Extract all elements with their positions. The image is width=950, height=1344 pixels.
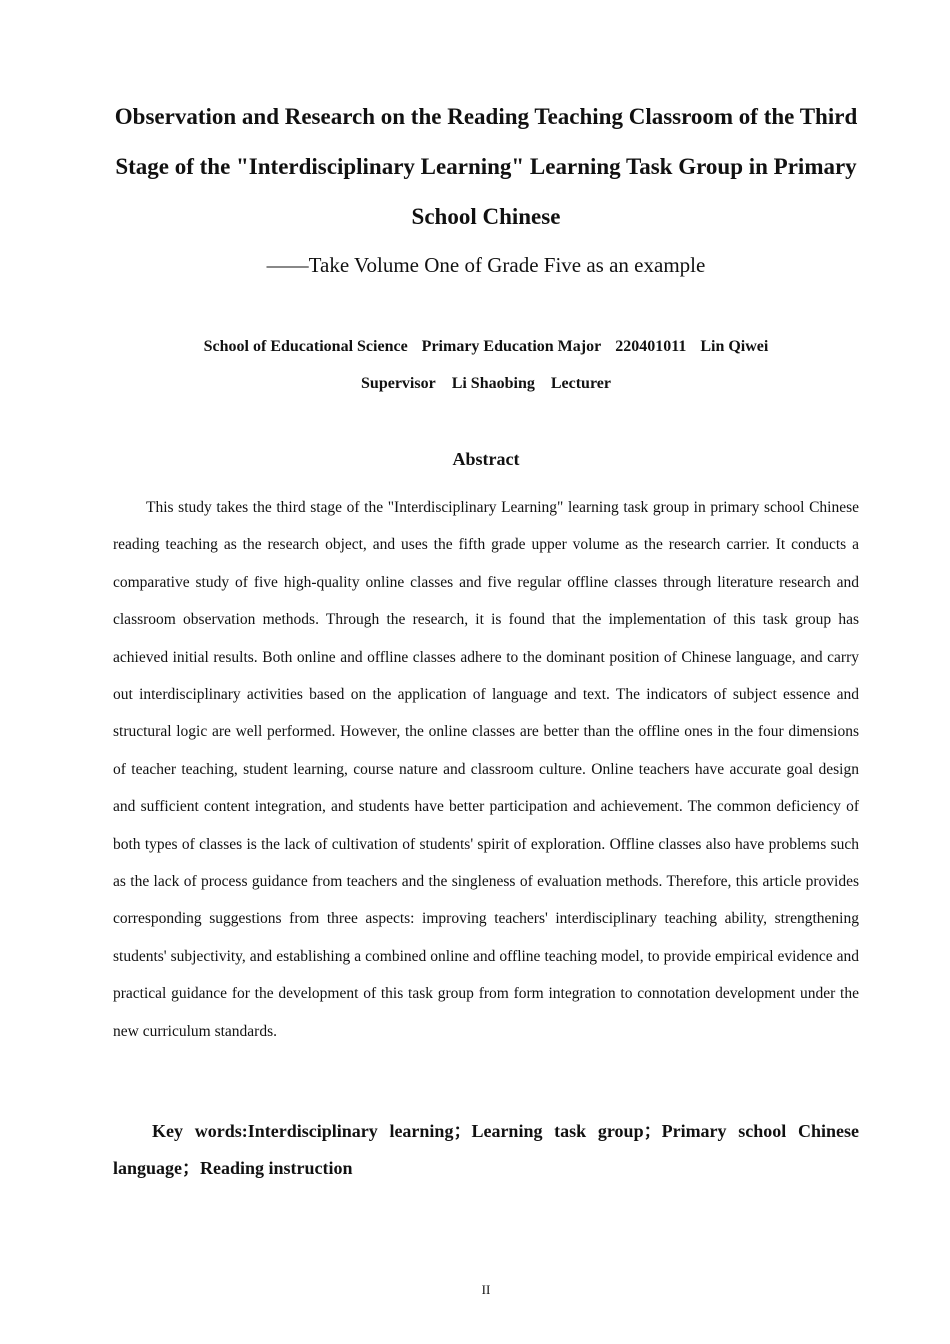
major-name: Primary Education Major — [421, 338, 602, 355]
school-name: School of Educational Science — [203, 338, 408, 355]
paper-title: Observation and Research on the Reading Teaching Classroom of the Third Stage of the "Interdisciplinary Learning" Learning Task Group in Primary School Chinese — [114, 104, 858, 229]
author-line — [100, 333, 872, 361]
abstract-heading: Abstract — [452, 449, 520, 469]
supervisor-title: Lecturer — [550, 375, 611, 392]
author-name: Lin Qiwei — [700, 338, 769, 355]
supervisor-line — [100, 370, 872, 398]
student-id: 220401011 — [615, 338, 687, 355]
abstract-text: This study takes the third stage of the "Interdisciplinary Learning" learning task group in primary school Chinese reading teaching as the research object, and uses the fifth grade upper volume as the research carrier. It conducts a comparative study of five high-quality online classes and five regular offline classes through literature research and classroom observation methods. Through the research, it is found that the implementation of this task group has achieved initial results. Both online and offline classes adhere to the dominant position of Chinese language, and carry out interdisciplinary activities based on the application of language and text. The indicators of subject essence and structural logic are well performed. However, the online classes are better than the offline ones in the four dimensions of teacher teaching, student learning, course nature and classroom culture. Online teachers have accurate goal design and sufficient content integration, and students have better participation and achievement. The common deficiency of both types of classes is the lack of cultivation of students' spirit of exploration. Offline classes also have problems such as the lack of process guidance from teachers and the singleness of evaluation methods. Therefore, this article provides corresponding suggestions from three aspects: improving teachers' interdisciplinary teaching ability, strengthening students' subjectivity, and establishing a combined online and offline teaching model, to provide empirical evidence and practical guidance for the development of this task group from form integration to connotation development under the new curriculum standards. — [113, 499, 859, 1040]
supervisor-label: Supervisor — [361, 375, 436, 392]
paper-subtitle: ——Take Volume One of Grade Five as an example — [266, 253, 706, 277]
keywords-label: Key words: — [152, 1121, 248, 1141]
supervisor-name: Li Shaobing — [451, 375, 535, 392]
keywords-text: Interdisciplinary learning；Learning task group；Primary school Chinese language；Reading instruction — [113, 1121, 859, 1178]
keywords — [113, 1113, 859, 1187]
page-number: II — [481, 1282, 491, 1297]
